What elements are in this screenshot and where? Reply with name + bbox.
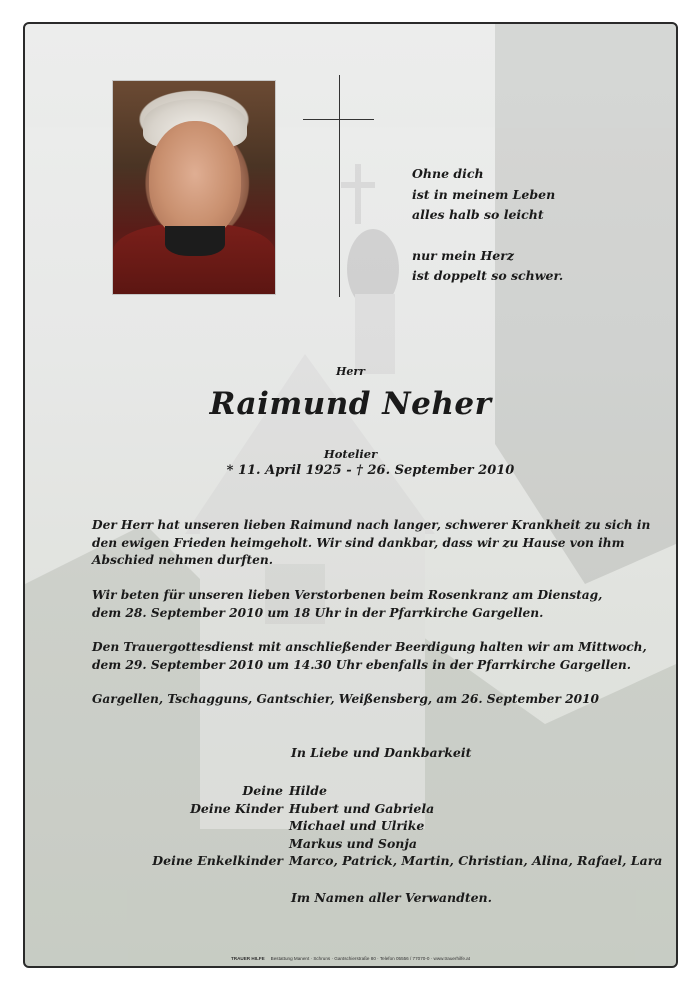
family-row [25,852,676,870]
salutation: Herr [336,365,365,378]
cross-icon [339,75,340,297]
poem-line: nur mein Herz [412,247,514,263]
family-names: Marco, Patrick, Martin, Christian, Alina, Rafael, Lara [289,853,663,869]
rosary-paragraph [92,587,652,622]
obituary-card [23,22,678,968]
profession: Hotelier [323,447,378,461]
paragraph-line: Den Trauergottesdienst mit anschließender Beerdigung halten wir am Mittwoch, [92,640,647,654]
paragraph-line: Gargellen, Tschagguns, Gantschier, Weißensberg, am 26. September 2010 [92,692,600,706]
family-row [25,782,676,800]
family-row [25,835,676,853]
family-names: Michael und Ulrike [289,818,425,834]
poem-line: ist doppelt so schwer. [412,268,564,283]
paragraph-line: dem 29. September 2010 um 14.30 Uhr ebenfalls in der Pfarrkirche Gargellen. [92,657,631,672]
announcement-paragraph [92,517,652,570]
paragraph-line: Abschied nehmen durften. [92,553,274,567]
family-row [25,817,676,835]
paragraph-line: den ewigen Frieden heimgeholt. Wir sind dankbar, dass wir zu Hause von ihm [92,535,625,550]
relatives-line: Im Namen aller Verwandten. [291,890,493,905]
closing-phrase: In Liebe und Dankbarkeit [291,745,472,760]
family-row [25,800,676,818]
family-list [25,782,676,870]
poem-line: ist in meinem Leben [412,186,556,202]
family-names: Markus und Sonja [289,835,418,851]
portrait-photo [113,81,275,294]
deceased-name: Raimund Neher [209,386,492,422]
family-label: Deine [242,783,283,798]
footer-brand: TRAUER HILFE [230,956,265,961]
family-names: Hilde [289,783,328,798]
family-names: Hubert und Gabriela [289,800,435,816]
funeral-paragraph [92,639,652,674]
footer-text: Bestattung Manent · Schruns · Gantschierstraße 80 · Telefon 05556 / 77070-0 · www.trauerhilfe.at [270,956,471,961]
paragraph-line: Der Herr hat unseren lieben Raimund nach langer, schwerer Krankheit zu sich in [92,518,651,532]
life-dates: * 11. April 1925 - † 26. September 2010 [226,463,515,478]
family-label: Deine Enkelkinder [152,853,283,869]
poem-line: alles halb so leicht [412,207,544,222]
poem-line: Ohne dich [412,166,484,181]
paragraph-line: Wir beten für unseren lieben Verstorbenen beim Rosenkranz am Dienstag, [92,588,603,602]
place-date-line [92,691,652,709]
paragraph-line: dem 28. September 2010 um 18 Uhr in der Pfarrkirche Gargellen. [92,605,544,620]
family-label: Deine Kinder [190,800,283,816]
footer [25,956,676,961]
poem [412,164,563,287]
